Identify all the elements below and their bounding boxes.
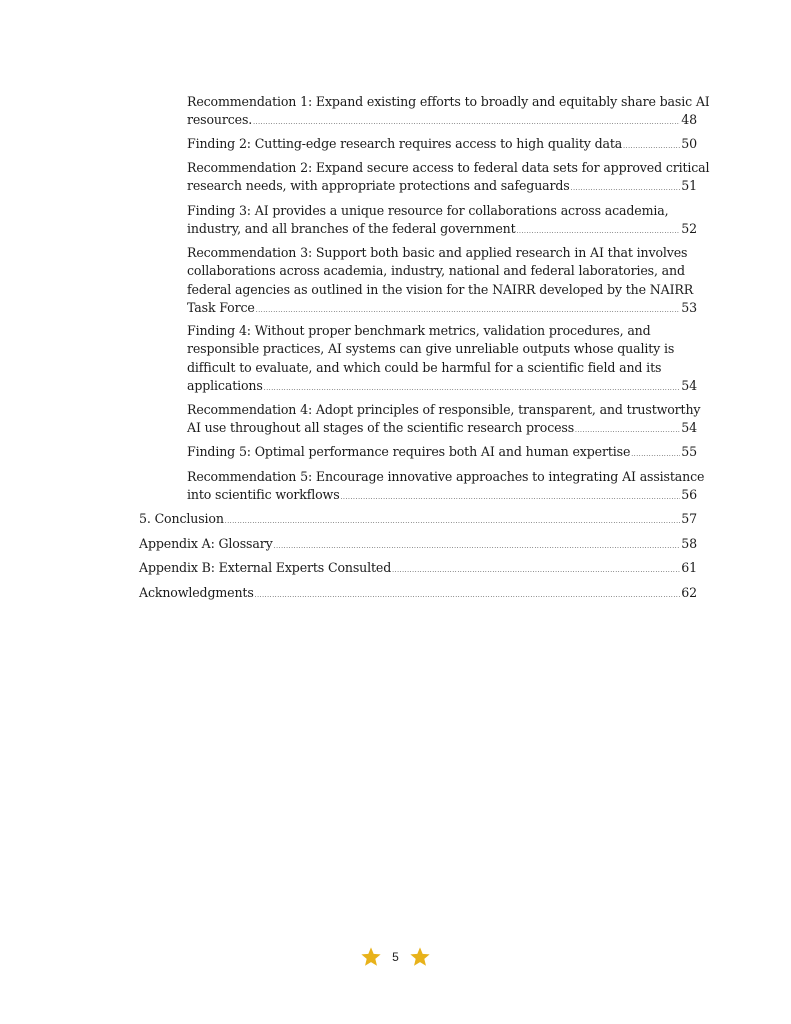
- dot-leader: [274, 538, 681, 556]
- toc-entry-recommendation-1[interactable]: [187, 93, 710, 133]
- toc-page-number: 56: [681, 487, 697, 503]
- dot-leader: [264, 380, 681, 398]
- dot-leader: [256, 302, 681, 320]
- dot-leader: [571, 180, 681, 198]
- toc-entry-text: Finding 2: Cutting-edge research requires access to high quality data: [187, 136, 623, 151]
- toc-page-number: 57: [681, 511, 697, 526]
- toc-entry-text: 5. Conclusion: [139, 511, 224, 526]
- toc-entry-text: Appendix A: Glossary: [139, 536, 273, 551]
- toc-page-number: 53: [681, 299, 697, 315]
- dot-leader: [623, 138, 680, 156]
- dot-leader: [575, 422, 680, 440]
- toc-entry-recommendation-5[interactable]: [187, 468, 705, 508]
- page-footer: [0, 946, 791, 968]
- toc-entry-text: Acknowledgments: [139, 585, 254, 600]
- toc-entry-text: into scientific workflows: [187, 487, 340, 503]
- toc-page-number: 54: [681, 377, 697, 393]
- dot-leader: [253, 114, 680, 132]
- star-icon: [409, 946, 431, 968]
- toc-entry-line: Recommendation 2: Expand secure access to federal data sets for approved critical: [187, 160, 710, 175]
- toc-entry-line: Recommendation 4: Adopt principles of responsible, transparent, and trustworthy: [187, 402, 701, 417]
- toc-entry-recommendation-3[interactable]: [187, 244, 697, 320]
- dot-leader: [517, 223, 681, 241]
- toc-entry-line: difficult to evaluate, and which could be harmful for a scientific field and its: [187, 359, 662, 375]
- toc-entry-text: research needs, with appropriate protections and safeguards: [187, 178, 570, 194]
- toc-entry-text: Task Force: [187, 299, 255, 315]
- star-icon: [360, 946, 382, 968]
- toc-entry-text: industry, and all branches of the federal government: [187, 221, 516, 237]
- toc-entry-line: Finding 4: Without proper benchmark metrics, validation procedures, and: [187, 323, 651, 338]
- toc-entry-appendix-b[interactable]: [139, 559, 697, 580]
- toc-entry-recommendation-4[interactable]: [187, 401, 701, 441]
- toc-entry-text: AI use throughout all stages of the scientific research process: [187, 420, 575, 436]
- toc-page-number: 50: [681, 136, 697, 151]
- toc-entry-text: resources.: [187, 112, 253, 128]
- toc-page-number: 54: [681, 420, 697, 436]
- toc-page-number: 58: [681, 536, 697, 551]
- toc-entry-finding-3[interactable]: [187, 202, 697, 242]
- toc-entry-acknowledgments[interactable]: [139, 584, 697, 605]
- toc-entry-finding-2[interactable]: [187, 135, 697, 156]
- toc-page-number: 48: [681, 112, 697, 128]
- dot-leader: [225, 513, 680, 531]
- toc-entry-finding-5[interactable]: [187, 443, 697, 464]
- toc-entry-line: Recommendation 3: Support both basic and applied research in AI that involves: [187, 245, 688, 260]
- toc-entry-finding-4[interactable]: [187, 322, 697, 398]
- toc-entry-recommendation-2[interactable]: [187, 159, 710, 199]
- toc-page-number: 62: [681, 585, 697, 600]
- toc-entry-line: Finding 3: AI provides a unique resource for collaborations across academia,: [187, 203, 669, 218]
- toc-entry-line: federal agencies as outlined in the vision for the NAIRR developed by the NAIRR: [187, 281, 694, 297]
- toc-page-number: 55: [681, 444, 697, 459]
- toc-entry-conclusion[interactable]: [139, 510, 697, 531]
- toc-entry-line: collaborations across academia, industry, national and federal laboratories, and: [187, 263, 685, 279]
- toc-entry-line: responsible practices, AI systems can give unreliable outputs whose quality is: [187, 341, 675, 357]
- dot-leader: [341, 489, 681, 507]
- toc-page-number: 52: [681, 221, 697, 237]
- toc-entry-text: applications: [187, 377, 263, 393]
- toc-page-number: 61: [681, 560, 697, 575]
- dot-leader: [392, 562, 680, 580]
- toc-entry-line: Recommendation 1: Expand existing efforts to broadly and equitably share basic AI: [187, 94, 710, 109]
- page-number: 5: [392, 950, 399, 964]
- toc-entry-text: Finding 5: Optimal performance requires both AI and human expertise: [187, 444, 631, 459]
- toc-entry-appendix-a[interactable]: [139, 535, 697, 556]
- toc-entry-line: Recommendation 5: Encourage innovative approaches to integrating AI assistance: [187, 469, 705, 484]
- dot-leader: [255, 587, 681, 605]
- toc-entry-text: Appendix B: External Experts Consulted: [139, 560, 392, 575]
- dot-leader: [631, 446, 680, 464]
- toc-page-number: 51: [681, 178, 697, 194]
